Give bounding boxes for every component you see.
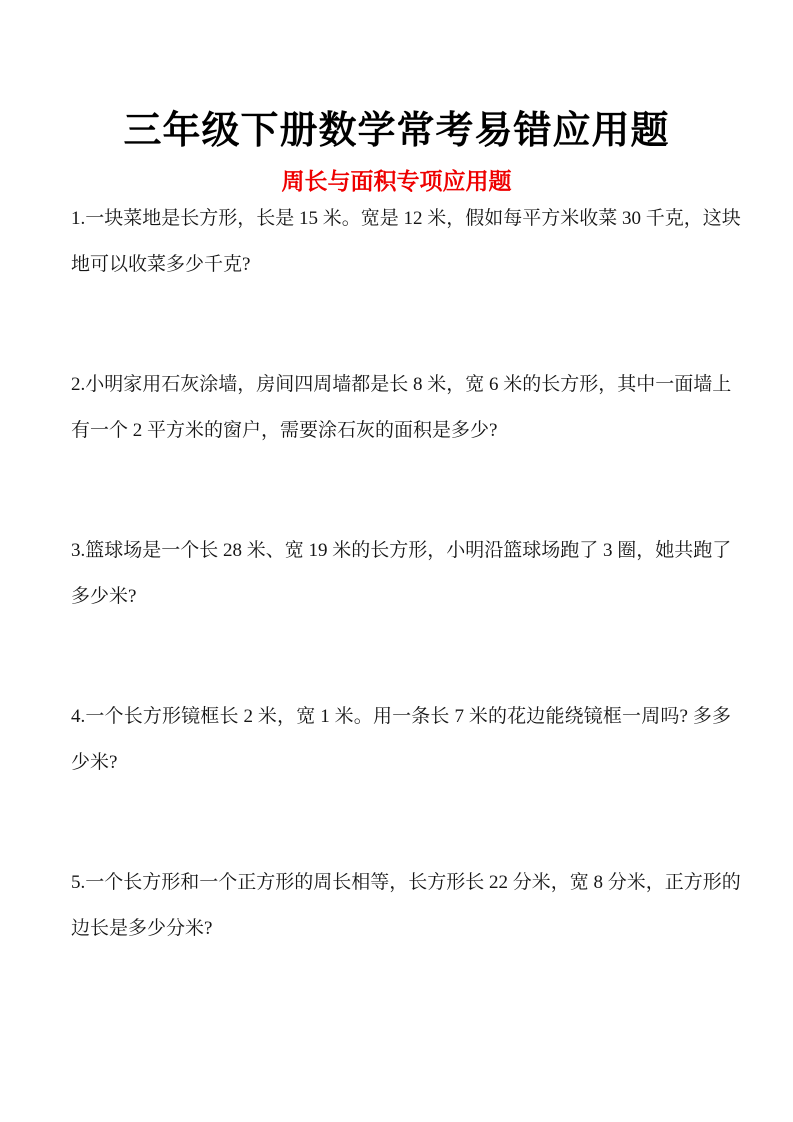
problem-2 — [71, 362, 731, 454]
problem-3 — [71, 528, 731, 620]
problem-2-line-1: 2.小明家用石灰涂墙，房间四周墙都是长 8 米，宽 6 米的长方形，其中一面墙上 — [71, 374, 732, 395]
problem-list — [71, 196, 741, 952]
page-subtitle: 周长与面积专项应用题 — [281, 169, 512, 194]
problem-4-line-2: 少米? — [71, 752, 118, 773]
problem-5 — [71, 860, 741, 952]
problem-3-line-1: 3.篮球场是一个长 28 米、宽 19 米的长方形，小明沿篮球场跑了 3 圈，她共跑了 — [71, 540, 732, 561]
problem-1-line-1: 1.一块菜地是长方形，长是 15 米。宽是 12 米，假如每平方米收菜 30 千克，这块 — [71, 208, 741, 229]
problem-1-line-2: 地可以收菜多少千克? — [71, 254, 251, 275]
problem-4-line-1: 4.一个长方形镜框长 2 米，宽 1 米。用一条长 7 米的花边能绕镜框一周吗? 多多 — [71, 706, 731, 727]
problem-1 — [71, 196, 741, 288]
problem-5-line-1: 5.一个长方形和一个正方形的周长相等，长方形长 22 分米，宽 8 分米，正方形的 — [71, 872, 741, 893]
problem-4 — [71, 694, 731, 786]
problem-5-line-2: 边长是多少分米? — [71, 918, 213, 939]
problem-2-line-2: 有一个 2 平方米的窗户，需要涂石灰的面积是多少? — [71, 420, 498, 441]
page-title: 三年级下册数学常考易错应用题 — [123, 108, 670, 152]
problem-3-line-2: 多少米? — [71, 586, 137, 607]
